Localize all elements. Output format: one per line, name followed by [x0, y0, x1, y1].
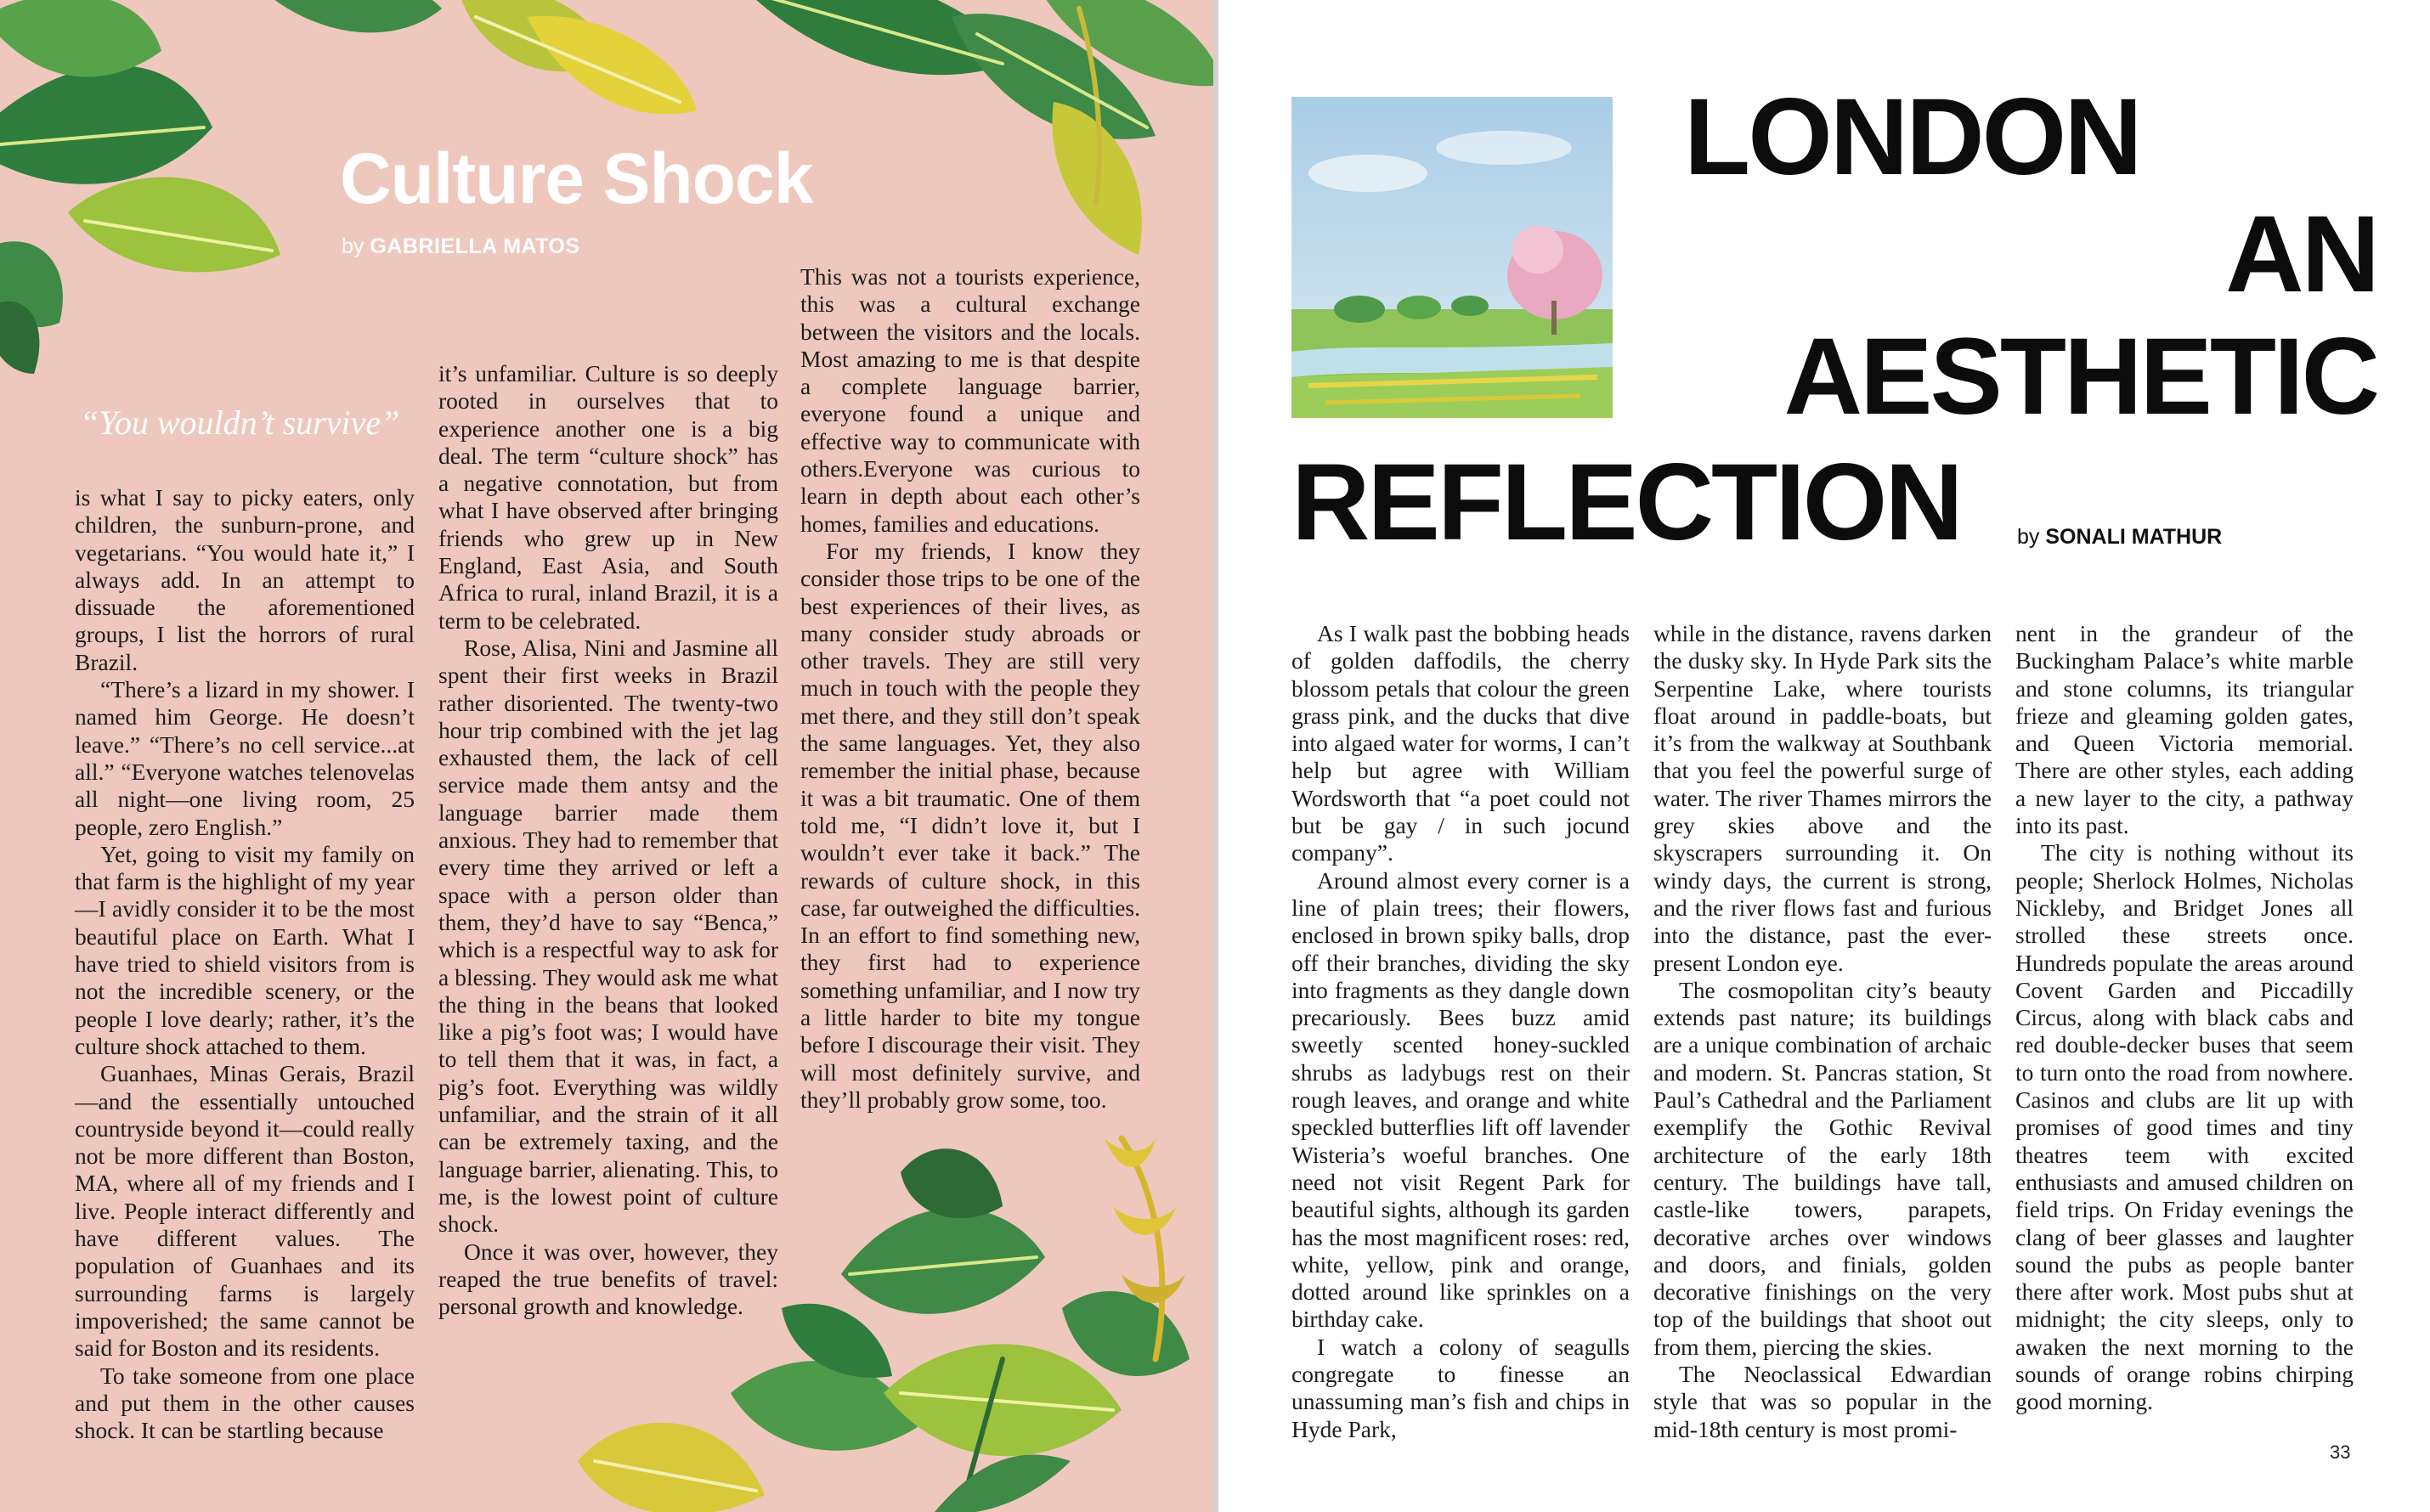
text-column-1 [1291, 620, 1630, 1443]
text-column-1 [75, 484, 415, 1444]
text-column-2 [1653, 620, 1992, 1443]
paragraph: Around almost every corner is a line of plain trees; their flowers, enclosed in brown spiky balls, drop off their branches, dividing the sky into fragments as they dangle down precariously. Bees buzz amid sweetly scented honey-suckled shrubs as ladybugs rest on their rough leaves, and orange and white speckled butterflies lift off lavender Wisteria’s woeful branches. One need not visit Regent Park for beautiful sights, although its garden has the most magnificent roses: red, white, yellow, pink and orange, dotted around like sprinkles on a birthday cake. [1291, 866, 1630, 1333]
byline-author: GABRIELLA MATOS [370, 234, 580, 258]
text-column-2 [438, 360, 778, 1320]
paragraph: This was not a tourists experience, this was a cultural exchange between the visitors and the locals. Most amazing to me is that despite a complete language barrier, everyone found a unique and effective way to communicate with others.Everyone was curious to learn in depth about each other’s homes, families and educations. [800, 263, 1140, 537]
page-number: 33 [2330, 1441, 2351, 1463]
right-page [1218, 0, 2430, 1512]
text-column-3 [2015, 620, 2354, 1416]
park-painting-image [1291, 97, 1613, 418]
paragraph: “There’s a lizard in my shower. I named him George. He doesn’t leave.” “There’s no cell service...at all.” “Everyone watches telenovelas all night—one living room, 25 people, zero English.” [75, 676, 415, 840]
paragraph: Yet, going to visit my family on that farm is the highlight of my year—I avidly consider it to be the most beautiful place on Earth. What I have tried to shield visitors from is not the incredible scenery, or the people I love dearly; rather, it’s the culture shock attached to them. [75, 840, 415, 1059]
paragraph: is what I say to picky eaters, only children, the sunburn-prone, and vegetarians. “You would hate it,” I always add. In an attempt to dissuade the aforementioned groups, I list the horrors of rural Brazil. [75, 484, 415, 675]
byline [2017, 525, 2222, 550]
paragraph: Once it was over, however, they reaped the true benefits of travel: personal growth and knowledge. [438, 1238, 778, 1320]
byline-prefix: by [342, 234, 364, 258]
pull-quote: “You wouldn’t survive” [80, 403, 400, 442]
paragraph: To take someone from one place and put them in the other causes shock. It can be startling because [75, 1362, 415, 1444]
article-title: Culture Shock [340, 138, 813, 218]
paragraph: it’s unfamiliar. Culture is so deeply rooted in ourselves that to experience another one is a big deal. The term “culture shock” has a negative connotation, but from what I have observed after bringing friends who grew up in New England, East Asia, and South Africa to rural, inland Brazil, it is a term to be celebrated. [438, 360, 778, 634]
paragraph: while in the distance, ravens darken the dusky sky. In Hyde Park sits the Serpentine Lake, where tourists float around in paddle-boats, but it’s from the walkway at Southbank that you feel the powerful surge of water. The river Thames mirrors the grey skies above and the skyscrapers surrounding it. On windy days, the current is strong, and the river flows fast and furious into the distance, past the ever-present London eye. [1653, 620, 1992, 976]
paragraph: As I walk past the bobbing heads of golden daffodils, the cherry blossom petals that colour the green grass pink, and the ducks that dive into algaed water for worms, I can’t help but agree with William Wordsworth that “a poet could not but be gay / in such jocund company”. [1291, 620, 1630, 866]
byline [342, 234, 580, 259]
headline-word: AN [2225, 194, 2377, 315]
byline-author: SONALI MATHUR [2045, 525, 2223, 549]
paragraph: nent in the grandeur of the Buckingham Palace’s white marble and stone columns, its triangular frieze and gleaming golden gates, and Queen Victoria memorial. There are other styles, each adding a new layer to the city, a pathway into its past. [2015, 620, 2354, 839]
paragraph: The city is nothing without its people; Sherlock Holmes, Nicholas Nickleby, and Bridget Jones all strolled these streets once. Hundreds populate the areas around Covent Garden and Piccadilly Circus, along with black cabs and red double-decker buses that seem to turn onto the road from nowhere. Casinos and clubs are lit up with promises of good times and tiny theatres teem with excited enthusiasts and amused children on field trips. On Friday evenings the clang of beer glasses and laughter sound the pubs as people banter there after work. Most pubs shut at midnight; the city sleeps, only to awaken the next morning to the sounds of orange robins chirping good morning. [2015, 839, 2354, 1415]
headline-word: REFLECTION [1291, 442, 1961, 563]
byline-prefix: by [2017, 525, 2040, 549]
paragraph: For my friends, I know they consider those trips to be one of the best experiences of their lives, as many consider study abroads or other travels. They are still very much in touch with the people they met there, and they still don’t speak the same languages. Yet, they also remember the initial phase, because it was a bit traumatic. One of them told me, “I didn’t love it, but I wouldn’t ever take it back.” The rewards of culture shock, in this case, far outweighed the difficulties. In an effort to find something new, they first had to experience something unfamiliar, and I now try a little harder to bite my tongue before I discourage their visit. They will most definitely survive, and they’ll probably grow some, too. [800, 537, 1140, 1113]
paragraph: Guanhaes, Minas Gerais, Brazil—and the essentially untouched countryside beyond it—could really not be more different than Boston, MA, where all of my friends and I live. People interact differently and have different values. The population of Guanhaes and its surrounding farms is largely impoverished; the same cannot be said for Boston and its residents. [75, 1060, 415, 1362]
paragraph: The cosmopolitan city’s beauty extends past nature; its buildings are a unique combination of archaic and modern. St. Pancras station, St Paul’s Cathedral and the Parliament exemplify the Gothic Revival architecture of the early 18th century. The buildings have tall, castle-like towers, parapets, decorative arches over windows and doors, and finials, golden decorative finishings on the very top of the buildings that shoot out from them, piercing the skies. [1653, 976, 1992, 1360]
paragraph: Rose, Alisa, Nini and Jasmine all spent their first weeks in Brazil rather disoriented. The twenty-two hour trip combined with the jet lag exhausted them, the lack of cell service made them antsy and the language barrier made them anxious. They had to remember that every time they arrived or left a space with a person older than them, they’d have to say “Benca,” which is a respectful way to ask for a blessing. They would ask me what the thing in the beans that looked like a pig’s foot was; I would have to tell them that it was, in fact, a pig’s foot. Everything was wildly unfamiliar, and the strain of it all can be extremely taxing, and the language barrier, alienating. This, to me, is the lowest point of culture shock. [438, 634, 778, 1238]
paragraph: I watch a colony of seagulls congregate to finesse an unassuming man’s fish and chips in Hyde Park, [1291, 1333, 1630, 1442]
left-page [0, 0, 1213, 1512]
headline-word: LONDON [1684, 76, 2140, 198]
paragraph: The Neoclassical Edwardian style that was so popular in the mid-18th century is most promi- [1653, 1361, 1992, 1442]
headline-word: AESTHETIC [1783, 316, 2377, 437]
text-column-3 [800, 263, 1140, 1114]
